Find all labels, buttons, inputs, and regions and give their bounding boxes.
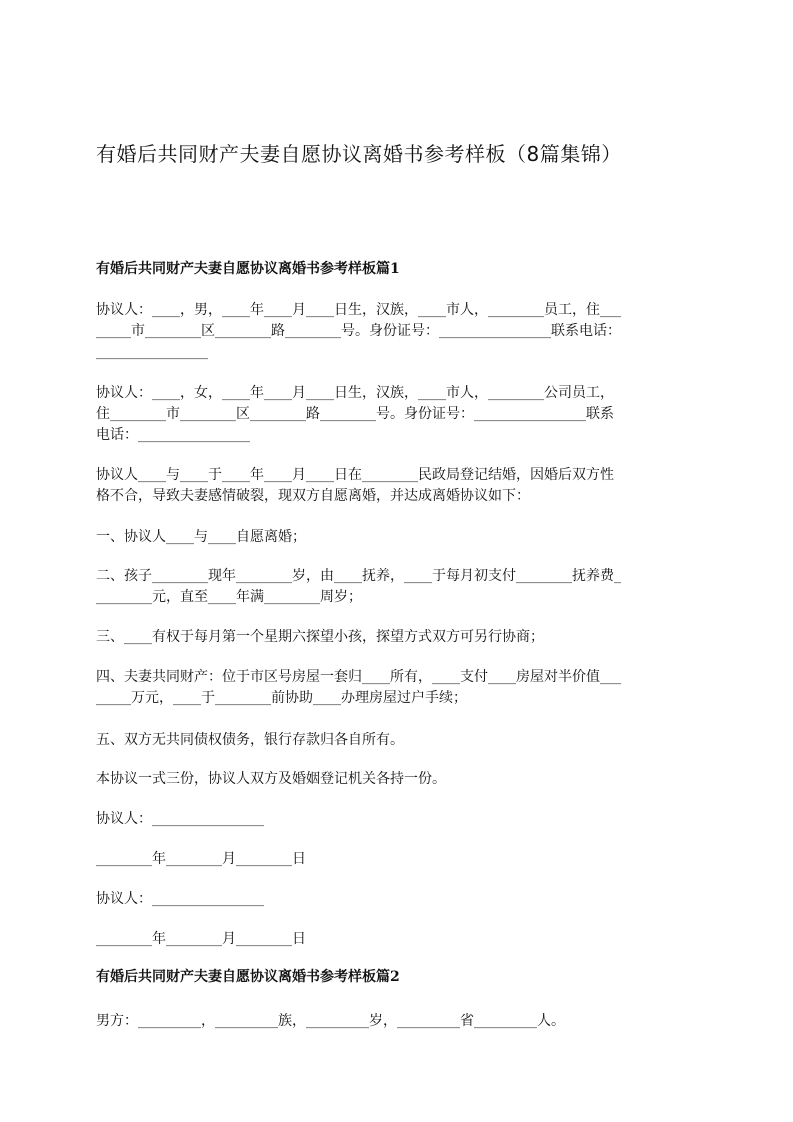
section-1-heading: 有婚后共同财产夫妻自愿协议离婚书参考样板篇1 bbox=[96, 261, 400, 277]
clause-5: 五、双方无共同债权债务，银行存款归各自所有。 bbox=[96, 732, 404, 748]
date-line-2: ________年________月________日 bbox=[96, 931, 306, 947]
date-line-1: ________年________月________日 bbox=[96, 851, 306, 867]
paragraph-line: 格不合，导致夫妻感情破裂，现双方自愿离婚，并达成离婚协议如下： bbox=[96, 488, 530, 504]
paragraph-line: 协议人：____，男，____年____月____日生，汉族，____市人，________员工，住___ bbox=[96, 302, 621, 318]
party-woman-paragraph bbox=[96, 383, 700, 446]
paragraph-line: _____万元，____于________前协助____办理房屋过户手续； bbox=[96, 690, 467, 706]
clause-4 bbox=[96, 667, 700, 709]
intro-paragraph bbox=[96, 465, 700, 507]
clause-1: 一、协议人____与____自愿离婚； bbox=[96, 529, 306, 545]
signature-line-2: 协议人：________________ bbox=[96, 891, 264, 907]
paragraph-line: ________元，直至____年满________周岁； bbox=[96, 589, 362, 605]
clause-3: 三、____有权于每月第一个星期六探望小孩，探望方式双方可另行协商； bbox=[96, 629, 544, 645]
paragraph-line: 协议人____与____于____年____月____日在________民政局登记结婚，因婚后双方性 bbox=[96, 467, 614, 483]
signature-line-1: 协议人：________________ bbox=[96, 811, 264, 827]
clause-2 bbox=[96, 566, 700, 608]
paragraph-line: 住________市________区________路________号。身份证号：________________联系 bbox=[96, 406, 614, 422]
document-title: 有婚后共同财产夫妻自愿协议离婚书参考样板（8篇集锦） bbox=[96, 142, 622, 166]
male-party-line: 男方：_________，_________族，_________岁，_________省_________人。 bbox=[96, 1013, 565, 1029]
copies-statement: 本协议一式三份，协议人双方及婚姻登记机关各持一份。 bbox=[96, 771, 446, 787]
section-2-heading: 有婚后共同财产夫妻自愿协议离婚书参考样板篇2 bbox=[96, 969, 400, 985]
paragraph-line: ________________ bbox=[96, 344, 208, 360]
paragraph-line: 四、夫妻共同财产：位于市区号房屋一套归____所有，____支付____房屋对半价值___ bbox=[96, 669, 621, 685]
paragraph-line: 二、孩子________现年________岁，由____抚养，____于每月初支付________抚养费_ bbox=[96, 568, 621, 584]
paragraph-line: 协议人：____，女，____年____月____日生，汉族，____市人，________公司员工， bbox=[96, 385, 614, 401]
paragraph-line: _____市________区________路________号。身份证号：________________联系电话： bbox=[96, 323, 621, 339]
party-man-paragraph bbox=[96, 300, 700, 363]
paragraph-line: 电话：________________ bbox=[96, 427, 250, 443]
